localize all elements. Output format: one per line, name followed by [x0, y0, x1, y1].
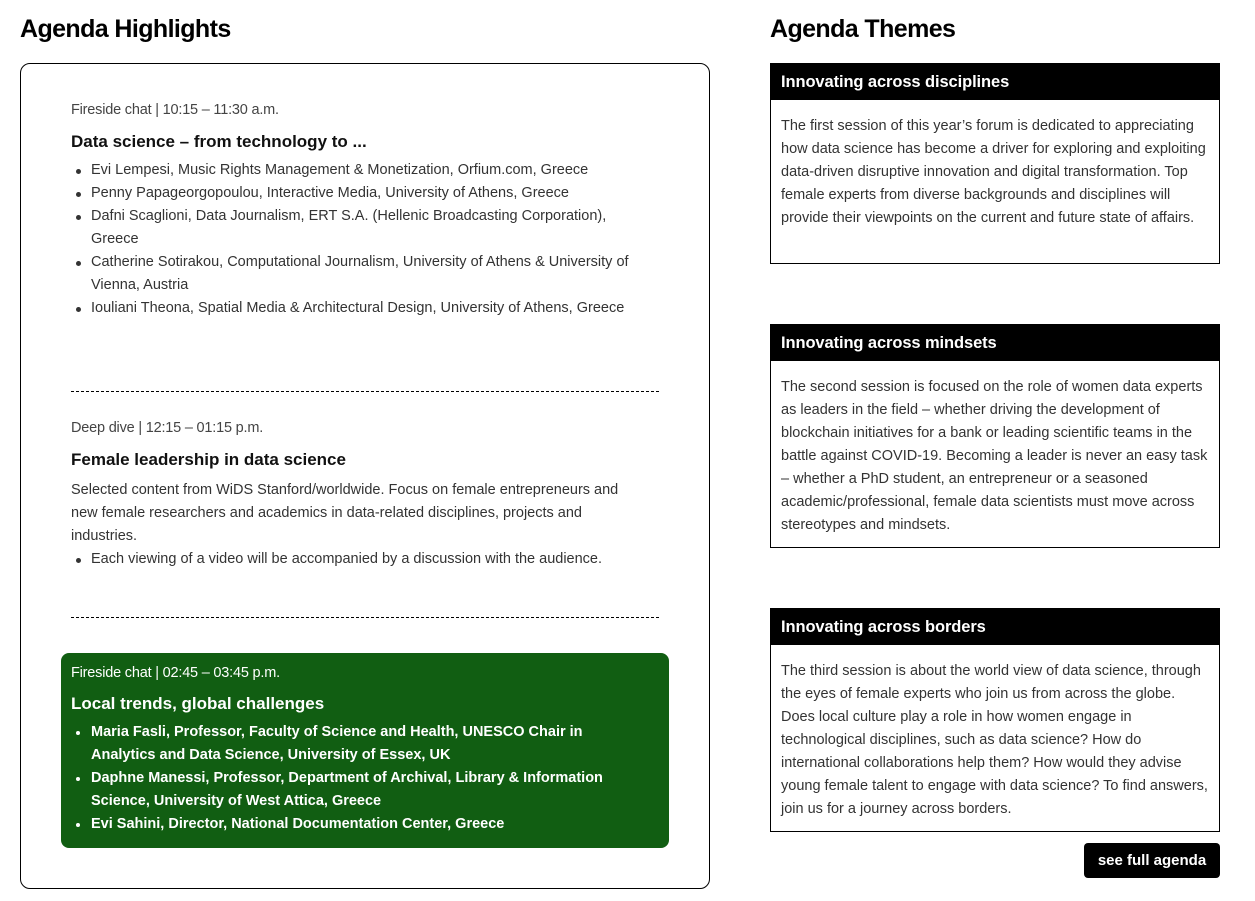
theme-heading: Innovating across mindsets [771, 325, 1219, 361]
note-item: Each viewing of a video will be accompanied by a discussion with the audience. [71, 548, 631, 571]
session-local-trends-highlighted [61, 653, 669, 848]
theme-heading: Innovating across disciplines [771, 64, 1219, 100]
session-title: Local trends, global challenges [71, 694, 325, 713]
speaker-item: Iouliani Theona, Spatial Media & Architectural Design, University of Athens, Greece [71, 297, 631, 320]
speaker-item: Daphne Manessi, Professor, Department of Archival, Library & Information Science, University of West Attica, Greece [71, 767, 631, 813]
agenda-themes-title: Agenda Themes [770, 15, 956, 43]
agenda-highlights-card [20, 63, 710, 889]
speaker-item: Dafni Scaglioni, Data Journalism, ERT S.A. (Hellenic Broadcasting Corporation), Greece [71, 205, 631, 251]
speaker-list [71, 159, 659, 320]
theme-body: The third session is about the world view of data science, through the eyes of female experts who join us from across the globe. Does local culture play a role in how women engage in technological disciplines, such as data science? How do international collaborations help them? How would they advise young female talent to engage with data science? To find answers, join us for a journey across borders. [781, 663, 1208, 817]
theme-body: The second session is focused on the role of women data experts as leaders in the field – whether driving the development of blockchain initiatives for a bank or leading scientific teams in the battle against COVID-19. Becoming a leader is never an easy task – whether a PhD student, an entrepreneur or a seasoned academic/professional, female data scientists must move across stereotypes and mindsets. [781, 379, 1208, 533]
speaker-item: Evi Sahini, Director, National Documentation Center, Greece [71, 813, 631, 836]
session-divider [71, 617, 659, 618]
agenda-highlights-title: Agenda Highlights [20, 15, 231, 43]
session-title: Female leadership in data science [71, 450, 346, 469]
speaker-list [71, 721, 659, 836]
session-description: Selected content from WiDS Stanford/worldwide. Focus on female entrepreneurs and new female researchers and academics in data-related disciplines, projects and industries. [71, 482, 619, 544]
see-full-agenda-button[interactable]: see full agenda [1084, 843, 1220, 878]
session-title: Data science – from technology to ... [71, 132, 367, 151]
theme-card-disciplines [770, 63, 1220, 264]
speaker-item: Maria Fasli, Professor, Faculty of Science and Health, UNESCO Chair in Analytics and Data Science, University of Essex, UK [71, 721, 631, 767]
speaker-item: Penny Papageorgopoulou, Interactive Media, University of Athens, Greece [71, 182, 631, 205]
session-divider [71, 391, 659, 392]
session-meta: Fireside chat | 10:15 – 11:30 a.m. [71, 102, 279, 118]
session-meta: Fireside chat | 02:45 – 03:45 p.m. [71, 665, 280, 681]
note-list [71, 548, 659, 571]
session-meta: Deep dive | 12:15 – 01:15 p.m. [71, 420, 264, 436]
session-data-science [71, 101, 659, 320]
theme-card-mindsets [770, 324, 1220, 548]
theme-heading: Innovating across borders [771, 609, 1219, 645]
speaker-item: Catherine Sotirakou, Computational Journalism, University of Athens & University of Vienna, Austria [71, 251, 631, 297]
theme-card-borders [770, 608, 1220, 832]
theme-body: The first session of this year’s forum is dedicated to appreciating how data science has become a driver for exploring and exploiting data-driven disruptive innovation and digital transformation. Top female experts from diverse backgrounds and disciplines will provide their viewpoints on the current and future state of affairs. [781, 118, 1206, 226]
speaker-item: Evi Lempesi, Music Rights Management & Monetization, Orfium.com, Greece [71, 159, 631, 182]
session-female-leadership [71, 419, 659, 571]
